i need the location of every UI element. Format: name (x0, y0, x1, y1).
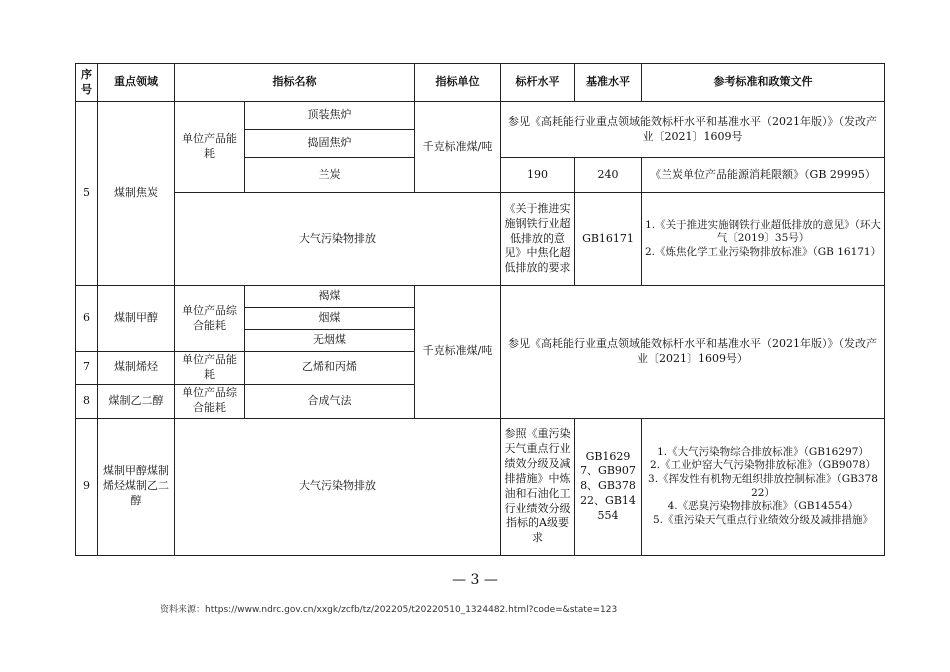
item-8: 合成气法 (245, 384, 415, 418)
header-reference: 参考标准和政策文件 (642, 64, 885, 102)
domain-9: 煤制甲醇煤制烯烃煤制乙二醇 (98, 418, 175, 555)
lantan-baseline: 240 (575, 158, 642, 193)
table-row (76, 286, 885, 308)
air-refs-9 (642, 418, 885, 555)
source-note: 资料来源：https://www.ndrc.gov.cn/xxgk/zcfb/tz/202205/t20220510_1324482.html?code=&state=123 (160, 605, 618, 615)
unit-678: 千克标准煤/吨 (415, 286, 501, 419)
seq-5: 5 (76, 102, 98, 286)
seq-8: 8 (76, 384, 98, 418)
item-5-3: 兰炭 (245, 158, 415, 193)
header-row (76, 64, 885, 102)
table-row (76, 193, 885, 286)
header-baseline: 基准水平 (575, 64, 642, 102)
list-item: 3.《挥发性有机物无组织排放控制标准》（GB37822） (648, 473, 878, 499)
air-refs-5 (642, 193, 885, 286)
list-item: 1.《关于推进实施钢铁行业超低排放的意见》（环大气〔2019〕35号） (645, 218, 881, 245)
list-item: 4.《恶臭污染物排放标准》（GB14554） (667, 500, 859, 513)
domain-7: 煤制烯烃 (98, 352, 175, 385)
item-6-3: 无烟煤 (245, 330, 415, 352)
air-label-5: 大气污染物排放 (175, 193, 501, 286)
air-baseline-9: GB16297、GB9078、GB37822、GB14554 (575, 418, 642, 555)
list-item: 2.《炼焦化学工业污染物排放标准》（GB 16171） (645, 245, 882, 258)
header-indicator: 指标名称 (175, 64, 415, 102)
page-number: — 3 — (452, 572, 498, 588)
air-baseline-5: GB16171 (575, 193, 642, 286)
item-6-2: 烟煤 (245, 308, 415, 330)
list-item: 5.《重污染天气重点行业绩效分级及减排措施》 (652, 513, 874, 526)
group-8: 单位产品综合能耗 (175, 384, 245, 418)
header-unit: 指标单位 (415, 64, 501, 102)
air-label-9: 大气污染物排放 (175, 418, 501, 555)
domain-5: 煤制焦炭 (98, 102, 175, 286)
group-6: 单位产品综合能耗 (175, 286, 245, 352)
header-benchmark: 标杆水平 (501, 64, 575, 102)
ref-5-top: 参见《高耗能行业重点领域能效标杆水平和基准水平（2021年版）》（发改产业〔2021〕1609号 (501, 102, 885, 158)
header-seq: 序号 (76, 64, 98, 102)
lantan-ref: 《兰炭单位产品能源消耗限额》（GB 29995） (642, 158, 885, 193)
item-5-1: 顶装焦炉 (245, 102, 415, 130)
item-5-2: 捣固焦炉 (245, 130, 415, 158)
group-7: 单位产品能耗 (175, 352, 245, 385)
item-6-1: 褐煤 (245, 286, 415, 308)
seq-6: 6 (76, 286, 98, 352)
table-row (76, 102, 885, 130)
indicator-table (75, 63, 885, 556)
domain-6: 煤制甲醇 (98, 286, 175, 352)
table-row (76, 418, 885, 555)
air-benchmark-5: 《关于推进实施钢铁行业超低排放的意见》中焦化超低排放的要求 (501, 193, 575, 286)
header-domain: 重点领域 (98, 64, 175, 102)
air-benchmark-9: 参照《重污染天气重点行业绩效分级及减排措施》中炼油和石油化工行业绩效分级指标的A级要求 (501, 418, 575, 555)
list-item: 2.《工业炉窑大气污染物排放标准》（GB9078） (649, 459, 877, 472)
seq-9: 9 (76, 418, 98, 555)
unit-5: 千克标准煤/吨 (415, 102, 501, 193)
domain-8: 煤制乙二醇 (98, 384, 175, 418)
item-7: 乙烯和丙烯 (245, 352, 415, 385)
list-item: 1.《大气污染物综合排放标准》（GB16297） (657, 445, 869, 458)
seq-7: 7 (76, 352, 98, 385)
ref-678: 参见《高耗能行业重点领域能效标杆水平和基准水平（2021年版）》（发改产业〔2021〕1609号） (501, 286, 885, 419)
group-5: 单位产品能耗 (175, 102, 245, 193)
lantan-benchmark: 190 (501, 158, 575, 193)
